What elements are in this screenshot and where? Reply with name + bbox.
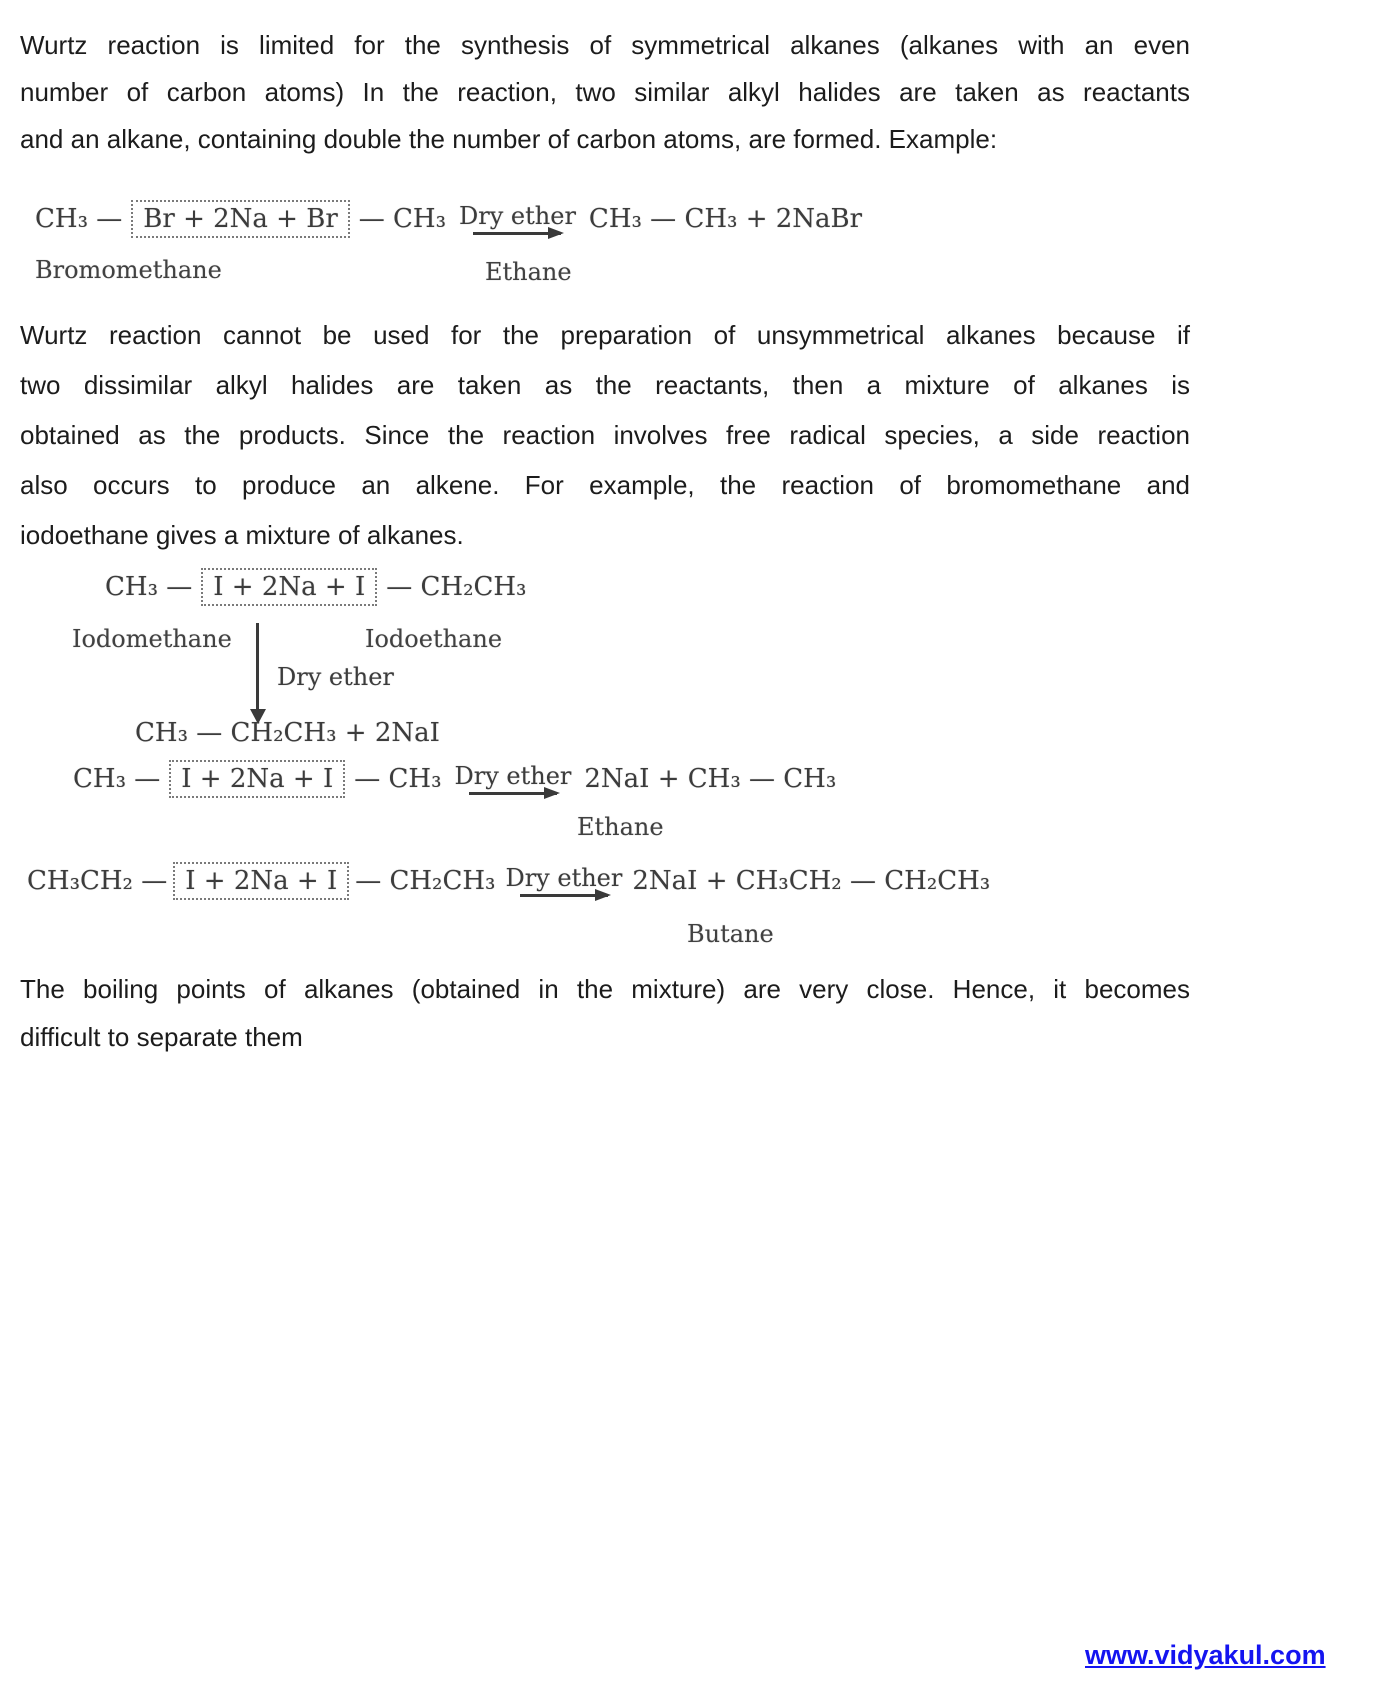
equation-row (105, 568, 572, 606)
compound-label-ethane: Ethane (485, 258, 572, 286)
vidyakul-link[interactable]: www.vidyakul.com (1085, 1640, 1326, 1670)
reaction-arrow (505, 863, 623, 897)
paragraph-line: Wurtz reaction is limited for the synthesis of symmetrical alkanes (alkanes with an even (20, 30, 1190, 60)
reaction-arrow (454, 761, 572, 795)
paragraph-wurtz-limitation (20, 310, 1190, 560)
dashed-box: I + 2Na + I (201, 568, 377, 606)
reaction-arrow (459, 201, 576, 235)
formula-reactant-prefix: CH₃ — (35, 204, 123, 234)
paragraph-line: obtained as the products. Since the reaction involves free radical species, a side reaction (20, 420, 1190, 450)
dashed-box: I + 2Na + I (173, 862, 349, 900)
compound-label-iodoethane: Iodoethane (365, 625, 503, 653)
right-arrow-icon (469, 792, 557, 795)
paragraph-line: iodoethane gives a mixture of alkanes. (20, 520, 464, 550)
equation-iodomethane-iodoethane (72, 568, 572, 763)
paragraph-line: Wurtz reaction cannot be used for the preparation of unsymmetrical alkanes because if (20, 320, 1190, 350)
equation-row (73, 760, 837, 798)
down-arrow-icon (256, 623, 259, 711)
reaction-condition: Dry ether (277, 663, 394, 691)
paragraph-line: The boiling points of alkanes (obtained in the mixture) are very close. Hence, it becomes (20, 974, 1190, 1004)
reaction-condition: Dry ether (505, 863, 623, 892)
compound-label-iodomethane: Iodomethane (72, 625, 232, 653)
paragraph-boiling-points (20, 965, 1190, 1061)
equation-row (27, 862, 991, 900)
dashed-box: Br + 2Na + Br (131, 200, 350, 238)
reaction-condition: Dry ether (454, 761, 572, 790)
formula-product: 2NaI + CH₃ — CH₃ (584, 764, 837, 794)
paragraph-line: difficult to separate them (20, 1022, 303, 1052)
right-arrow-icon (473, 232, 561, 235)
compound-label-ethane: Ethane (577, 813, 664, 841)
formula-product: 2NaI + CH₃CH₂ — CH₂CH₃ (632, 866, 991, 896)
formula-reactant-prefix: CH₃ — (73, 764, 161, 794)
compound-label-bromomethane: Bromomethane (35, 256, 222, 284)
compound-label-butane: Butane (687, 920, 774, 948)
formula-reactant-prefix: CH₃CH₂ — (27, 866, 168, 896)
formula-product: CH₃ — CH₃ + 2NaBr (588, 204, 863, 234)
paragraph-line: also occurs to produce an alkene. For example, the reaction of bromomethane and (20, 470, 1190, 500)
paragraph-line: number of carbon atoms) In the reaction, two similar alkyl halides are taken as reactants (20, 77, 1190, 107)
paragraph-line: two dissimilar alkyl halides are taken as the reactants, then a mixture of alkanes is (20, 370, 1190, 400)
equation-row (35, 200, 863, 238)
formula-reactant-suffix: — CH₂CH₃ (355, 866, 496, 896)
paragraph-line: and an alkane, containing double the number of carbon atoms, are formed. Example: (20, 124, 998, 154)
equation-iodoethane-butane (27, 862, 991, 954)
formula-reactant-suffix: — CH₃ (358, 204, 447, 234)
formula-reactant-suffix: — CH₂CH₃ (386, 572, 527, 602)
dashed-box: I + 2Na + I (169, 760, 345, 798)
paragraph-wurtz-intro (20, 22, 1190, 163)
reaction-condition: Dry ether (459, 201, 576, 230)
formula-product: CH₃ — CH₂CH₃ + 2NaI (135, 718, 440, 748)
formula-reactant-prefix: CH₃ — (105, 572, 193, 602)
equation-iodomethane-ethane (73, 760, 837, 850)
equation-bromomethane-ethane (35, 200, 863, 290)
formula-reactant-suffix: — CH₃ (354, 764, 442, 794)
right-arrow-icon (520, 894, 608, 897)
